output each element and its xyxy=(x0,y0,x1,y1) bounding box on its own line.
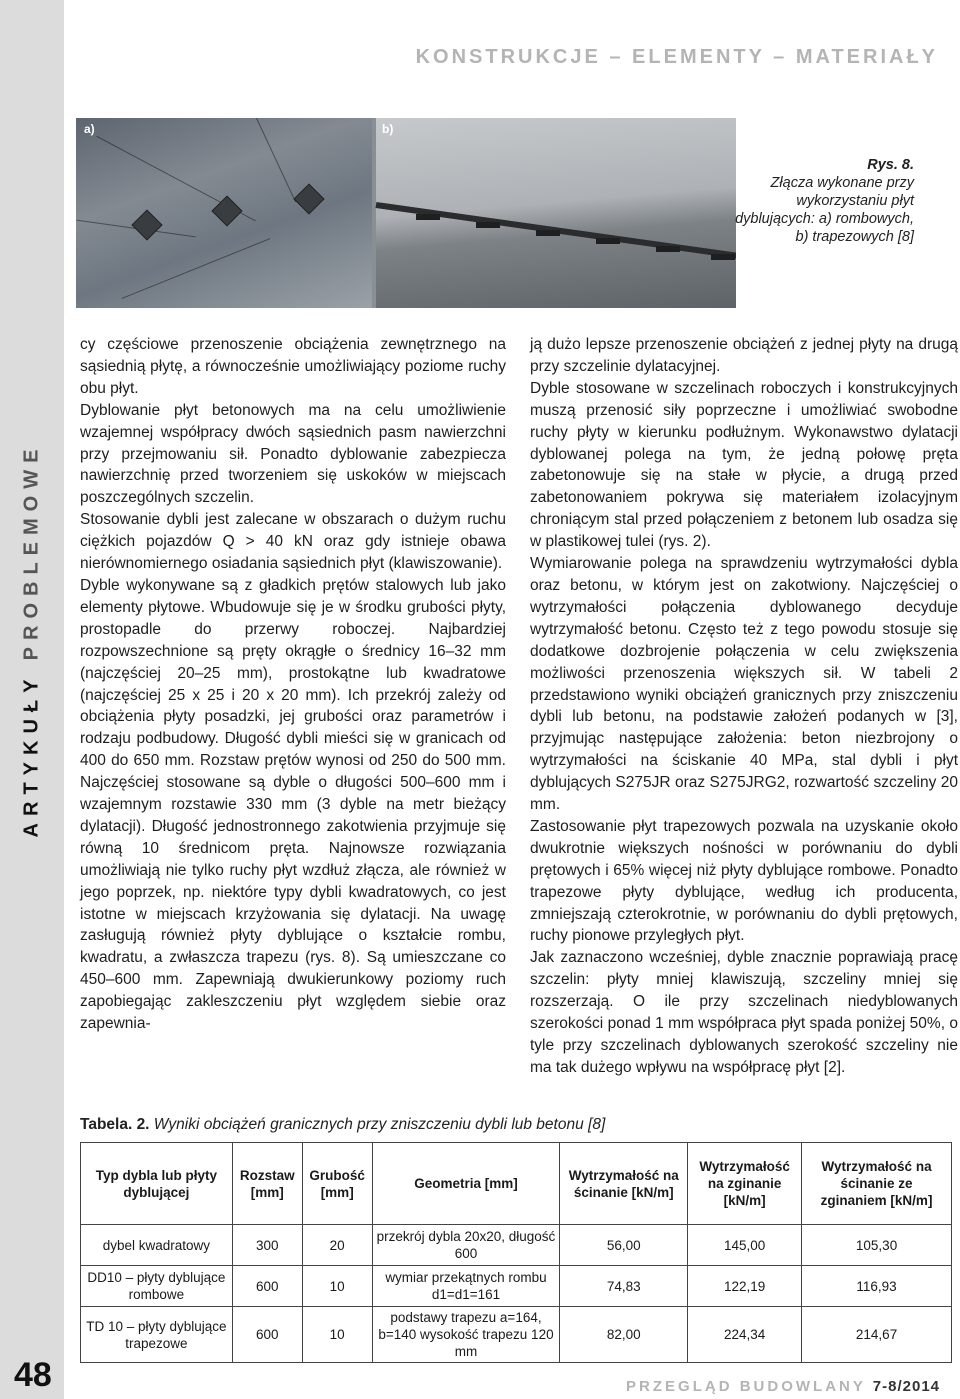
table-caption-label: Tabela. 2. xyxy=(80,1116,150,1133)
header-cell: Geometria [mm] xyxy=(372,1143,560,1225)
photo-trapezoid-joint xyxy=(376,118,736,308)
header-cell: Wytrzymałość na zginanie [kN/m] xyxy=(688,1143,802,1225)
photo-rhomb-joint xyxy=(76,118,372,308)
table-cell: 600 xyxy=(232,1307,302,1363)
paragraph: cy częściowe przenoszenie obciążenia zewnętrznego na sąsiednią płytę, a równocześnie umożliwiający poziome ruchy obu płyt. xyxy=(80,336,506,397)
table-cell: 600 xyxy=(232,1266,302,1307)
table-cell: przekrój dybla 20x20, długość 600 xyxy=(372,1225,560,1266)
paragraph: Wymiarowanie polega na sprawdzeniu wytrzymałości dybla oraz betonu, w którym jest on zakotwiony. Najczęściej o wytrzymałości połączenia dyblowanego decyduje wytrzymałość betonu. Często też z tego powodu stosuje się dodatkowe dozbrojenie połączenia w celu zwiększenia możliwości przenoszenia większych sił. W tabeli 2 przedstawiono wyniki obciążeń granicznych przy zniszczeniu dybli lub betonu, na podstawie założeń podanych w [3], przyjmując następujące założenia: beton niezbrojony o wytrzymałości na ściskanie 40 MPa, stal dybli i płyt dyblujących S275JR oraz S275JRG2, rozwartość szczeliny 20 mm. xyxy=(530,555,958,814)
table-cell: wymiar przekątnych rombu d1=d1=161 xyxy=(372,1266,560,1307)
figure-caption xyxy=(730,156,914,246)
body-column-right xyxy=(530,334,958,1079)
running-header: KONSTRUKCJE – ELEMENTY – MATERIAŁY xyxy=(415,46,938,68)
table-cell: 300 xyxy=(232,1225,302,1266)
paragraph: Dyble wykonywane są z gładkich prętów stalowych lub jako elementy płytowe. Wbudowuje się je w środku grubości płyty, prostopadle do przerwy roboczej. Najbardziej rozpowszechnione są pręty okrągłe o średnicy 16–32 mm (najczęściej 20–25 mm), prostokątne lub kwadratowe (najczęściej 25 x 25 i 20 x 20 mm). Ich przekrój zależy od obciążenia płyty posadzki, jej grubości oraz parametrów i rodzaju podbudowy. Długość dybli mieści się w granicach od 400 do 650 mm. Rozstaw prętów wynosi od 250 do 500 mm. Najczęściej stosowane są dyble o długości 500–600 mm i wzajemnym rozstawie 330 mm (3 dyble na metr bieżący dylatacji). Długość jednostronnego zakotwienia przyjmuje się równą 10 średnicom pręta. Najnowsze rozwiązania umożliwiają nie tylko ruchy płyt wzdłuż złącza, ale również w jego poprzek, np. niektóre typy dybli kwadratowych, co jest istotne w miejscach krzyżowania się dylatacji. Na uwagę zasługują również płyty dyblujące o kształcie rombu, kwadratu, a zwłaszcza trapezu (rys. 8). Są umieszczane co 450–600 mm. Zapewniają dwukierunkowy poziomy ruch zapobiegając zakleszczeniu płyt względem siebie oraz zapewnia- xyxy=(80,576,506,1033)
figure-caption-text: Złącza wykonane przy wykorzystaniu płyt dyblujących: a) rombowych, b) trapezowych [8] xyxy=(735,175,914,245)
header-cell: Wytrzymałość na ścinanie [kN/m] xyxy=(560,1143,688,1225)
table-cell: DD10 – płyty dyblujące rombowe xyxy=(81,1266,233,1307)
table-row xyxy=(81,1225,952,1266)
paragraph: Jak zaznaczono wcześniej, dyble znacznie poprawiają pracę szczelin: płyty mniej klawiszują, szczeliny mniej się rozszerzają. O ile przy szczelinach niedyblowanych szerokości ponad 1 mm współpraca płyt spada poniżej 50%, o tyle przy szczelinach dyblowanych szerokość szczeliny nie ma tak dużego wpływu na współpracę płyt [2]. xyxy=(530,949,958,1076)
header-cell: Typ dybla lub płyty dyblującej xyxy=(81,1143,233,1225)
table-cell: 20 xyxy=(302,1225,372,1266)
photo-label-a: a) xyxy=(84,122,95,136)
results-table xyxy=(80,1142,952,1363)
table-cell: 10 xyxy=(302,1307,372,1363)
section-label-part2: PROBLEMOWE xyxy=(20,442,43,661)
table-cell: 74,83 xyxy=(560,1266,688,1307)
table-cell: 82,00 xyxy=(560,1307,688,1363)
table-cell: 116,93 xyxy=(802,1266,952,1307)
photo-label-b: b) xyxy=(382,122,394,136)
table-row xyxy=(81,1266,952,1307)
table-cell: podstawy trapezu a=164, b=140 wysokość trapezu 120 mm xyxy=(372,1307,560,1363)
table-cell: 10 xyxy=(302,1266,372,1307)
sidebar xyxy=(0,0,64,1399)
footer-magazine: PRZEGLĄD BUDOWLANY xyxy=(626,1378,873,1395)
table-row xyxy=(81,1307,952,1363)
header-cell: Rozstaw [mm] xyxy=(232,1143,302,1225)
paragraph: Zastosowanie płyt trapezowych pozwala na uzyskanie około dwukrotnie większych nośności w porównaniu do dybli prętowych i 65% więcej niż płyty dyblujące rombowe. Ponadto trapezowe płyty dyblujące, według ich producenta, zmniejszają czterokrotnie, w porównaniu do dybli prętowych, ruchy pionowe przyległych płyt. xyxy=(530,817,958,945)
section-label-part1: ARTYKUŁY xyxy=(20,660,43,838)
running-footer xyxy=(626,1378,940,1395)
figure-number: Rys. 8. xyxy=(867,157,914,173)
paragraph: Dyble stosowane w szczelinach roboczych i konstrukcyjnych muszą przenosić siły poprzeczne i umożliwiać swobodne ruchy płyty w kierunku podłużnym. Wykonawstwo dylatacji dyblowanej polega na tym, że jedną połowę pręta zabetonowuje się na stałe w płycie, a drugą przed zabetonowaniem pokrywa się materiałem izolacyjnym chroniącym stal przed połączeniem z betonem lub osadza się w plastikowej tulei (rys. 2). xyxy=(530,379,958,551)
table-caption-text: Wyniki obciążeń granicznych przy zniszczeniu dybli lub betonu [8] xyxy=(149,1116,606,1133)
paragraph: Dyblowanie płyt betonowych ma na celu umożliwienie wzajemnej współpracy dwóch sąsiednich pasm nawierzchni przy przejmowaniu sił. Ponadto dyblowanie zabezpiecza nawierzchnię przed tworzeniem się uskoków w miejscach poszczególnych szczelin. xyxy=(80,401,506,507)
table-header-row xyxy=(81,1143,952,1225)
page-number: 48 xyxy=(14,1356,52,1394)
header-cell: Wytrzymałość na ścinanie ze zginaniem [kN/m] xyxy=(802,1143,952,1225)
footer-issue: 7-8/2014 xyxy=(872,1378,940,1395)
paragraph: ją dużo lepsze przenoszenie obciążeń z jednej płyty na drugą przy szczelinie dylatacyjnej. xyxy=(530,336,958,375)
section-label xyxy=(21,443,44,838)
paragraph: Stosowanie dybli jest zalecane w obszarach o dużym ruchu ciężkich pojazdów Q > 40 kN oraz gdy istnieje obawa nierównomiernego osiadania sąsiednich płyt (klawiszowanie). xyxy=(80,511,506,573)
table-cell: TD 10 – płyty dyblujące trapezowe xyxy=(81,1307,233,1363)
table-cell: dybel kwadratowy xyxy=(81,1225,233,1266)
table-cell: 214,67 xyxy=(802,1307,952,1363)
table-cell: 224,34 xyxy=(688,1307,802,1363)
table-cell: 145,00 xyxy=(688,1225,802,1266)
body-column-left xyxy=(80,334,506,1035)
table-caption xyxy=(80,1116,605,1134)
table-cell: 56,00 xyxy=(560,1225,688,1266)
header-cell: Grubość [mm] xyxy=(302,1143,372,1225)
table-cell: 122,19 xyxy=(688,1266,802,1307)
table-cell: 105,30 xyxy=(802,1225,952,1266)
